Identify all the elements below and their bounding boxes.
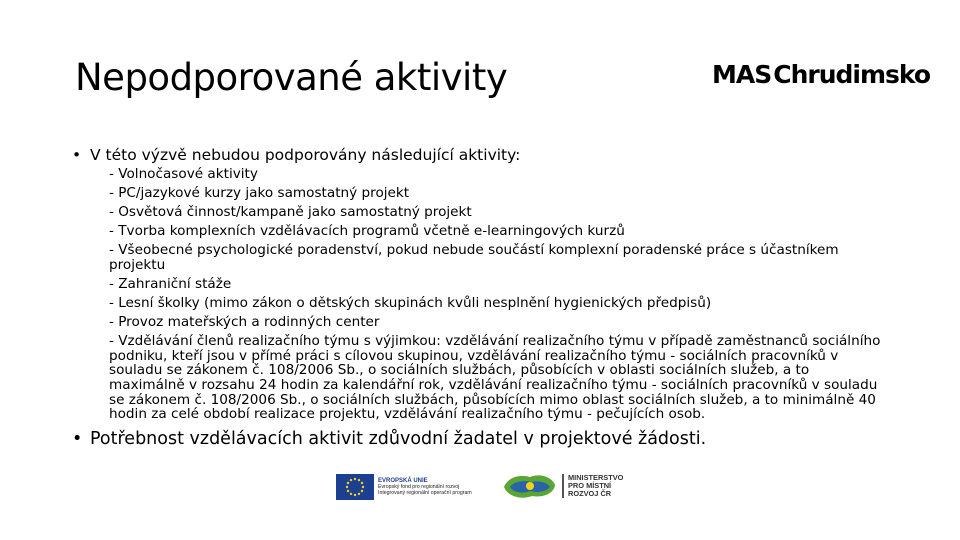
intro-bullet	[72, 146, 520, 164]
justification-bullet	[72, 429, 706, 449]
bullet-icon: •	[72, 146, 82, 164]
eu-heading: EVROPSKÁ UNIE	[378, 478, 428, 484]
page-title: Nepodporované aktivity	[75, 56, 508, 99]
mmr-line2: PRO MÍSTNÍ	[568, 480, 612, 490]
list-item: - Tvorba komplexních vzdělávacích programů včetně e-learningových kurzů	[109, 223, 625, 239]
mmr-line3: ROZVOJ ČR	[568, 489, 612, 499]
czech-map-icon	[500, 469, 558, 503]
list-item: - Osvětová činnost/kampaně jako samostatný projekt	[109, 204, 472, 220]
list-item: - Vzdělávání členů realizačního týmu s výjimkou: vzdělávání realizačního týmu v případě zaměstnanců sociálního podniku, kteří jsou v přímé práci s cílovou skupinou, vzdělávání realizačního týmu - sociálních pracovníků v souladu se zákonem č. 108/2006 Sb., o sociálních službách, působících v oblasti sociálních služeb, a to maximálně v rozsahu 24 hodin za kalendářní rok, vzdělávání realizačního týmu - sociálních pracovníků v souladu se zákonem č. 108/2006 Sb., o sociálních službách, působících mimo oblast sociálních služeb, a to minimálně 40 hodin za celé období realizace projektu, vzdělávání realizačního týmu - pečujících osob.	[109, 333, 881, 423]
eu-text	[378, 478, 472, 496]
list-item: - Všeobecné psychologické poradenství, pokud nebude součástí komplexní poradenské práce s účastníkem projektu	[109, 242, 839, 274]
eu-flag-icon	[336, 474, 374, 500]
eu-line1: Evropský fond pro regionální rozvoj	[378, 484, 460, 490]
list-item: - Zahraniční stáže	[109, 276, 232, 293]
eu-logo	[336, 470, 494, 504]
mmr-logo	[500, 468, 630, 504]
list-item: - Lesní školky (mimo zákon o dětských skupinách kvůli nesplnění hygienických předpisů)	[109, 295, 712, 312]
justification-text: Potřebnost vzdělávacích aktivit zdůvodní žadatel v projektové žádosti.	[90, 429, 707, 449]
bullet-icon: •	[72, 429, 83, 449]
list-item: - Provoz mateřských a rodinných center	[109, 314, 380, 331]
logo-left-text: MAS	[712, 59, 772, 89]
mmr-line1: MINISTERSTVO	[568, 472, 624, 482]
intro-text: V této výzvě nebudou podporovány následující aktivity:	[90, 146, 521, 164]
logo-right-text: Chrudimsko	[773, 59, 931, 89]
list-item: - Volnočasové aktivity	[109, 166, 258, 182]
list-item: - PC/jazykové kurzy jako samostatný projekt	[109, 185, 410, 201]
mas-chrudimsko-logo	[712, 38, 931, 110]
mmr-text	[562, 474, 623, 499]
eu-line2: Integrovaný regionální operační program	[378, 490, 472, 496]
unsupported-activities-list	[109, 167, 889, 422]
